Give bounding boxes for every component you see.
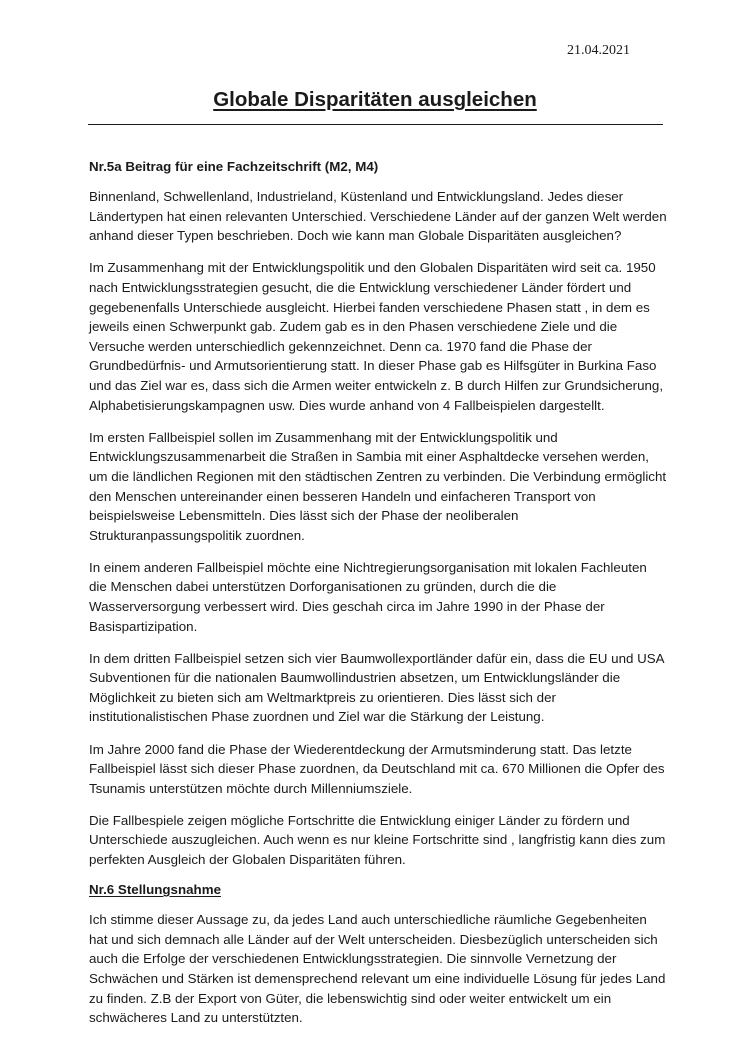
- paragraph: Die Fallbespiele zeigen mögliche Fortschritte die Entwicklung einiger Länder zu fördern und Unterschiede auszugleichen. Auch wenn es nur kleine Fortschritte sind , langfristig kann dies zum perfekten Ausgleich der Globalen Disparitäten führen.: [89, 812, 666, 867]
- paragraph: Binnenland, Schwellenland, Industrieland, Küstenland und Entwicklungsland. Jedes dieser Ländertypen hat einen relevanten Unterschied. Verschiedene Länder auf der ganzen Welt werden anhand dieser Typen beschrieben. Doch wie kann man Globale Disparitäten ausgleichen?: [89, 189, 667, 244]
- paragraph: Im ersten Fallbeispiel sollen im Zusammenhang mit der Entwicklungspolitik und Entwicklungszusammenarbeit die Straßen in Sambia mit einer Asphaltdecke versehen werden, um die ländlichen Regionen mit den städtischen Zentren zu verbinden. Die Verbindung ermöglicht den Menschen untereinander einen besseren Handeln und einfacheren Transport von beispielsweise Lebensmitteln. Dies lässt sich der Phase der neoliberalen Strukturanpassungspolitik zuordnen.: [89, 429, 667, 543]
- paragraph: Im Jahre 2000 fand die Phase der Wiederentdeckung der Armutsminderung statt. Das letzte Fallbeispiel lässt sich dieser Phase zuordnen, da Deutschland mit ca. 670 Millionen die Opfer des Tsunamis unterstützen möchte durch Millenniumsziele.: [89, 741, 665, 796]
- paragraph: Im Zusammenhang mit der Entwicklungspolitik und den Globalen Disparitäten wird seit ca. 1950 nach Entwicklungsstrategien gesucht, die die Entwicklung verschiedener Länder fördert und gegebenenfalls Unterschiede ausgleicht. Hierbei fanden verschiedene Phasen statt , in dem es jeweils einen Schwerpunkt gab. Zudem gab es in den Phasen verschiedene Ziele und die Versuche werden unterschiedlich gekennzeichnet. Denn ca. 1970 fand die Phase der Grundbedürfnis- und Armutsorientierung statt. In dieser Phase gab es Hilfsgüter in Burkina Faso und das Ziel war es, dass sich die Armen weiter entwickeln z. B durch Hilfen zur Grundsicherung, Alphabetisierungskampagnen usw. Dies wurde anhand von 4 Fallbeispielen dargestellt.: [89, 260, 664, 413]
- document-date: 21.04.2021: [567, 43, 630, 58]
- section-heading-5a: Nr.5a Beitrag für eine Fachzeitschrift (M2, M4): [89, 159, 379, 174]
- document-body: [89, 157, 667, 1040]
- title-divider: [88, 124, 663, 125]
- section-heading-6: Nr.6 Stellungsnahme: [89, 882, 221, 898]
- document-title: Globale Disparitäten ausgleichen: [213, 88, 537, 111]
- paragraph: In einem anderen Fallbeispiel möchte eine Nichtregierungsorganisation mit lokalen Fachleuten die Menschen dabei unterstützen Dorforganisationen zu gründen, durch die die Wasserversorgung verbessert wird. Dies geschah circa im Jahre 1990 in der Phase der Basispartizipation.: [89, 559, 647, 634]
- paragraph: Ich stimme dieser Aussage zu, da jedes Land auch unterschiedliche räumliche Gegebenheiten hat und sich demnach alle Länder auf der Welt unterscheiden. Diesbezüglich unterscheiden sich auch die Erfolge der verschiedenen Entwicklungsstrategien. Die sinnvolle Vernetzung der Schwächen und Stärken ist demensprechend relevant um eine individuelle Lösung für jedes Land zu finden. Z.B der Export von Güter, die lebenswichtig sind oder weiter entwickelt um ein schwächeres Land zu unterstützten.: [89, 912, 666, 1026]
- paragraph: In dem dritten Fallbeispiel setzen sich vier Baumwollexportländer dafür ein, dass die EU und USA Subventionen für die nationalen Baumwollindustrien absetzen, um Entwicklungsländer die Möglichkeit zu bieten sich am Weltmarktpreis zu orientieren. Dies lässt sich der institutionalistischen Phase zuordnen und Ziel war die Stärkung der Leistung.: [89, 650, 664, 725]
